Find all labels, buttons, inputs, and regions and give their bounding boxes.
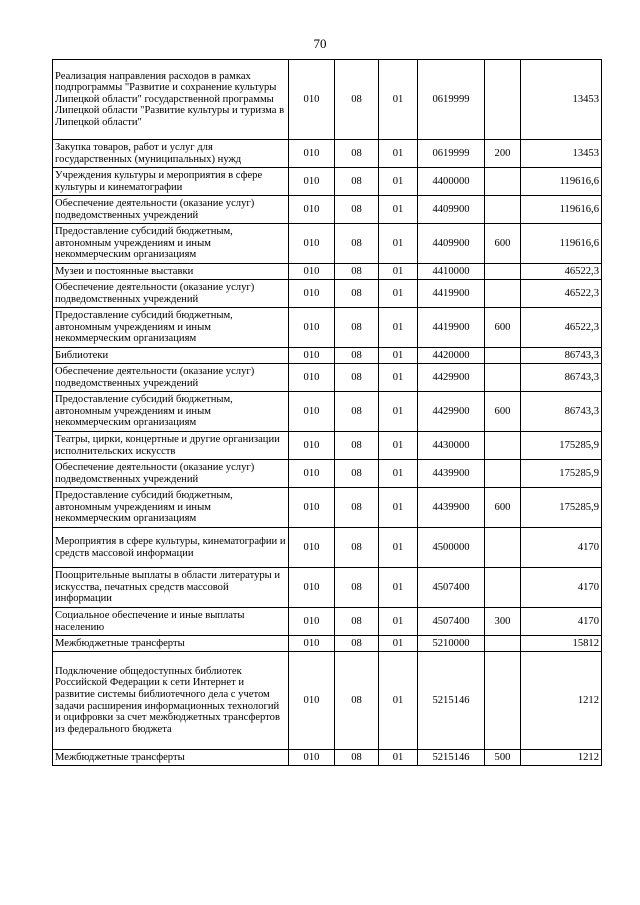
subsection-code-cell: 01 bbox=[379, 140, 418, 168]
target-article-code-cell: 4507400 bbox=[418, 608, 485, 636]
expense-name-cell: Обеспечение деятельности (оказание услуг) подведомственных учреждений bbox=[53, 280, 289, 308]
amount-cell: 86743,3 bbox=[521, 348, 602, 364]
subsection-code-cell: 01 bbox=[379, 364, 418, 392]
amount-cell: 4170 bbox=[521, 528, 602, 568]
amount-cell: 4170 bbox=[521, 568, 602, 608]
admin-code-cell: 010 bbox=[289, 60, 335, 140]
target-article-code-cell: 4409900 bbox=[418, 196, 485, 224]
expense-type-code-cell: 600 bbox=[485, 488, 521, 528]
table-row bbox=[53, 460, 602, 488]
expense-type-code-cell bbox=[485, 364, 521, 392]
section-code-cell: 08 bbox=[335, 568, 379, 608]
expense-name-cell: Обеспечение деятельности (оказание услуг) подведомственных учреждений bbox=[53, 460, 289, 488]
admin-code-cell: 010 bbox=[289, 264, 335, 280]
subsection-code-cell: 01 bbox=[379, 460, 418, 488]
expense-name-cell: Обеспечение деятельности (оказание услуг) подведомственных учреждений bbox=[53, 196, 289, 224]
page-number: 70 bbox=[313, 36, 327, 51]
section-code-cell: 08 bbox=[335, 364, 379, 392]
expense-name-cell: Закупка товаров, работ и услуг для государственных (муниципальных) нужд bbox=[53, 140, 289, 168]
expense-type-code-cell: 600 bbox=[485, 224, 521, 264]
expense-type-code-cell: 200 bbox=[485, 140, 521, 168]
subsection-code-cell: 01 bbox=[379, 488, 418, 528]
table-row bbox=[53, 196, 602, 224]
subsection-code-cell: 01 bbox=[379, 280, 418, 308]
amount-cell: 119616,6 bbox=[521, 196, 602, 224]
section-code-cell: 08 bbox=[335, 432, 379, 460]
expense-name-cell: Подключение общедоступных библиотек Российской Федерации к сети Интернет и развитие системы библиотечного дела с учетом задачи расширения информационных технологий и оцифровки за счет межбюджетных трансфертов из федерального бюджета bbox=[53, 652, 289, 750]
admin-code-cell: 010 bbox=[289, 168, 335, 196]
subsection-code-cell: 01 bbox=[379, 608, 418, 636]
expense-name-cell: Библиотеки bbox=[53, 348, 289, 364]
target-article-code-cell: 4419900 bbox=[418, 280, 485, 308]
section-code-cell: 08 bbox=[335, 280, 379, 308]
target-article-code-cell: 4420000 bbox=[418, 348, 485, 364]
section-code-cell: 08 bbox=[335, 750, 379, 766]
subsection-code-cell: 01 bbox=[379, 224, 418, 264]
expense-type-code-cell: 600 bbox=[485, 392, 521, 432]
admin-code-cell: 010 bbox=[289, 348, 335, 364]
amount-cell: 1212 bbox=[521, 652, 602, 750]
amount-cell: 4170 bbox=[521, 608, 602, 636]
table-row bbox=[53, 608, 602, 636]
expense-type-code-cell bbox=[485, 196, 521, 224]
subsection-code-cell: 01 bbox=[379, 636, 418, 652]
subsection-code-cell: 01 bbox=[379, 528, 418, 568]
target-article-code-cell: 4400000 bbox=[418, 168, 485, 196]
amount-cell: 175285,9 bbox=[521, 432, 602, 460]
section-code-cell: 08 bbox=[335, 392, 379, 432]
target-article-code-cell: 5215146 bbox=[418, 652, 485, 750]
amount-cell: 119616,6 bbox=[521, 224, 602, 264]
expense-name-cell: Предоставление субсидий бюджетным, автономным учреждениям и иным некоммерческим организациям bbox=[53, 392, 289, 432]
admin-code-cell: 010 bbox=[289, 528, 335, 568]
target-article-code-cell: 4419900 bbox=[418, 308, 485, 348]
section-code-cell: 08 bbox=[335, 636, 379, 652]
table-row bbox=[53, 264, 602, 280]
budget-table-body bbox=[53, 60, 602, 766]
expense-type-code-cell: 300 bbox=[485, 608, 521, 636]
table-row bbox=[53, 568, 602, 608]
admin-code-cell: 010 bbox=[289, 460, 335, 488]
expense-name-cell: Межбюджетные трансферты bbox=[53, 636, 289, 652]
subsection-code-cell: 01 bbox=[379, 308, 418, 348]
section-code-cell: 08 bbox=[335, 348, 379, 364]
expense-name-cell: Мероприятия в сфере культуры, кинематографии и средств массовой информации bbox=[53, 528, 289, 568]
expense-name-cell: Учреждения культуры и мероприятия в сфере культуры и кинематографии bbox=[53, 168, 289, 196]
admin-code-cell: 010 bbox=[289, 308, 335, 348]
expense-name-cell: Предоставление субсидий бюджетным, автономным учреждениям и иным некоммерческим организациям bbox=[53, 308, 289, 348]
amount-cell: 86743,3 bbox=[521, 364, 602, 392]
expense-type-code-cell bbox=[485, 652, 521, 750]
section-code-cell: 08 bbox=[335, 652, 379, 750]
expense-type-code-cell: 600 bbox=[485, 308, 521, 348]
expense-type-code-cell bbox=[485, 460, 521, 488]
target-article-code-cell: 4409900 bbox=[418, 224, 485, 264]
expense-type-code-cell bbox=[485, 280, 521, 308]
amount-cell: 86743,3 bbox=[521, 392, 602, 432]
section-code-cell: 08 bbox=[335, 528, 379, 568]
target-article-code-cell: 4429900 bbox=[418, 392, 485, 432]
table-row bbox=[53, 392, 602, 432]
amount-cell: 46522,3 bbox=[521, 280, 602, 308]
admin-code-cell: 010 bbox=[289, 280, 335, 308]
amount-cell: 175285,9 bbox=[521, 488, 602, 528]
section-code-cell: 08 bbox=[335, 488, 379, 528]
table-row bbox=[53, 488, 602, 528]
table-row bbox=[53, 224, 602, 264]
table-row bbox=[53, 348, 602, 364]
admin-code-cell: 010 bbox=[289, 750, 335, 766]
table-row bbox=[53, 652, 602, 750]
target-article-code-cell: 4439900 bbox=[418, 460, 485, 488]
amount-cell: 15812 bbox=[521, 636, 602, 652]
amount-cell: 175285,9 bbox=[521, 460, 602, 488]
admin-code-cell: 010 bbox=[289, 652, 335, 750]
admin-code-cell: 010 bbox=[289, 392, 335, 432]
target-article-code-cell: 4439900 bbox=[418, 488, 485, 528]
expense-type-code-cell bbox=[485, 568, 521, 608]
expense-name-cell: Обеспечение деятельности (оказание услуг) подведомственных учреждений bbox=[53, 364, 289, 392]
table-row bbox=[53, 308, 602, 348]
amount-cell: 1212 bbox=[521, 750, 602, 766]
expense-name-cell: Театры, цирки, концертные и другие организации исполнительских искусств bbox=[53, 432, 289, 460]
admin-code-cell: 010 bbox=[289, 568, 335, 608]
admin-code-cell: 010 bbox=[289, 196, 335, 224]
section-code-cell: 08 bbox=[335, 308, 379, 348]
table-row bbox=[53, 432, 602, 460]
admin-code-cell: 010 bbox=[289, 364, 335, 392]
subsection-code-cell: 01 bbox=[379, 432, 418, 460]
expense-type-code-cell bbox=[485, 528, 521, 568]
expense-type-code-cell bbox=[485, 264, 521, 280]
section-code-cell: 08 bbox=[335, 196, 379, 224]
subsection-code-cell: 01 bbox=[379, 392, 418, 432]
admin-code-cell: 010 bbox=[289, 488, 335, 528]
admin-code-cell: 010 bbox=[289, 432, 335, 460]
table-row bbox=[53, 636, 602, 652]
section-code-cell: 08 bbox=[335, 264, 379, 280]
expense-name-cell: Поощрительные выплаты в области литературы и искусства, печатных средств массовой информации bbox=[53, 568, 289, 608]
target-article-code-cell: 0619999 bbox=[418, 60, 485, 140]
section-code-cell: 08 bbox=[335, 224, 379, 264]
subsection-code-cell: 01 bbox=[379, 60, 418, 140]
section-code-cell: 08 bbox=[335, 608, 379, 636]
expense-name-cell: Реализация направления расходов в рамках подпрограммы "Развитие и сохранение культуры Липецкой области" государственной программы Липецкой области "Развитие культуры и туризма в Липецкой области" bbox=[53, 60, 289, 140]
section-code-cell: 08 bbox=[335, 60, 379, 140]
target-article-code-cell: 4410000 bbox=[418, 264, 485, 280]
subsection-code-cell: 01 bbox=[379, 264, 418, 280]
admin-code-cell: 010 bbox=[289, 224, 335, 264]
target-article-code-cell: 4500000 bbox=[418, 528, 485, 568]
table-row bbox=[53, 168, 602, 196]
subsection-code-cell: 01 bbox=[379, 652, 418, 750]
section-code-cell: 08 bbox=[335, 168, 379, 196]
target-article-code-cell: 4429900 bbox=[418, 364, 485, 392]
subsection-code-cell: 01 bbox=[379, 750, 418, 766]
expense-type-code-cell bbox=[485, 168, 521, 196]
table-row bbox=[53, 750, 602, 766]
subsection-code-cell: 01 bbox=[379, 348, 418, 364]
target-article-code-cell: 0619999 bbox=[418, 140, 485, 168]
expense-name-cell: Предоставление субсидий бюджетным, автономным учреждениям и иным некоммерческим организациям bbox=[53, 224, 289, 264]
admin-code-cell: 010 bbox=[289, 636, 335, 652]
target-article-code-cell: 4430000 bbox=[418, 432, 485, 460]
admin-code-cell: 010 bbox=[289, 140, 335, 168]
amount-cell: 13453 bbox=[521, 60, 602, 140]
expense-name-cell: Социальное обеспечение и иные выплаты населению bbox=[53, 608, 289, 636]
amount-cell: 46522,3 bbox=[521, 264, 602, 280]
amount-cell: 119616,6 bbox=[521, 168, 602, 196]
expense-name-cell: Музеи и постоянные выставки bbox=[53, 264, 289, 280]
subsection-code-cell: 01 bbox=[379, 196, 418, 224]
expense-type-code-cell bbox=[485, 636, 521, 652]
expense-name-cell: Предоставление субсидий бюджетным, автономным учреждениям и иным некоммерческим организациям bbox=[53, 488, 289, 528]
section-code-cell: 08 bbox=[335, 460, 379, 488]
subsection-code-cell: 01 bbox=[379, 568, 418, 608]
admin-code-cell: 010 bbox=[289, 608, 335, 636]
amount-cell: 13453 bbox=[521, 140, 602, 168]
section-code-cell: 08 bbox=[335, 140, 379, 168]
target-article-code-cell: 4507400 bbox=[418, 568, 485, 608]
expense-type-code-cell bbox=[485, 348, 521, 364]
expense-type-code-cell bbox=[485, 60, 521, 140]
subsection-code-cell: 01 bbox=[379, 168, 418, 196]
table-row bbox=[53, 364, 602, 392]
expense-name-cell: Межбюджетные трансферты bbox=[53, 750, 289, 766]
table-row bbox=[53, 280, 602, 308]
table-row bbox=[53, 528, 602, 568]
target-article-code-cell: 5215146 bbox=[418, 750, 485, 766]
expense-type-code-cell: 500 bbox=[485, 750, 521, 766]
amount-cell: 46522,3 bbox=[521, 308, 602, 348]
target-article-code-cell: 5210000 bbox=[418, 636, 485, 652]
table-row bbox=[53, 60, 602, 140]
table-row bbox=[53, 140, 602, 168]
expense-type-code-cell bbox=[485, 432, 521, 460]
budget-table bbox=[52, 59, 602, 766]
